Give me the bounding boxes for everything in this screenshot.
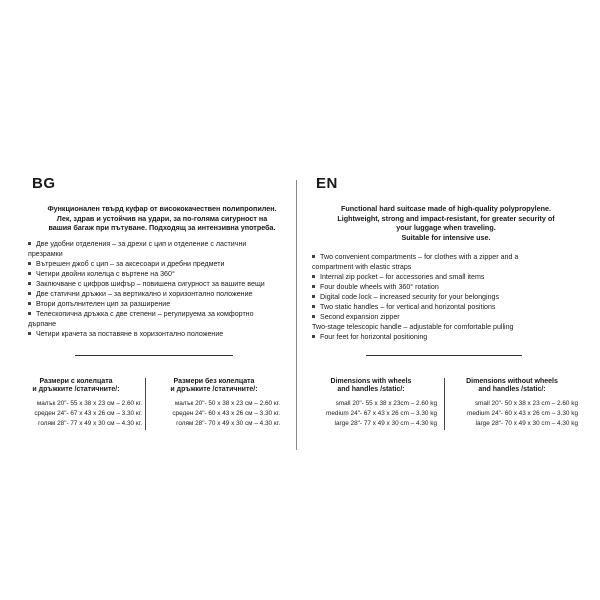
- en-dims-with-heading: Dimensions with wheels and handles /static/:: [330, 378, 412, 394]
- en-intro-line: Functional hard suitcase made of high-quality polypropylene.: [340, 204, 552, 213]
- en-feature-item: [312, 332, 580, 342]
- bg-intro-line: Функционален твърд куфар от висококачествен полипропилен.: [47, 204, 277, 213]
- en-feature-text: Second expansion zipper: [320, 313, 400, 322]
- bg-feature-item: [28, 279, 296, 289]
- bg-feature-item: [28, 299, 296, 309]
- bg-feature-text: Четири двойни колелца с въртене на 360°: [36, 269, 175, 278]
- bullet-icon: [28, 332, 31, 335]
- en-dims-without: [446, 378, 578, 429]
- bg-feature-text: Четири крачета за поставяне в хоризонтално положение: [36, 329, 224, 338]
- bg-dims-with: [10, 378, 142, 429]
- bg-dims-without-heading: Размери без колелцата и дръжките /статичните/:: [170, 378, 258, 394]
- bullet-icon: [312, 255, 315, 258]
- en-section: [312, 175, 580, 342]
- bullet-icon: [312, 305, 315, 308]
- bullet-icon: [312, 275, 315, 278]
- en-feature-text: Two-stage telescopic handle – adjustable for comfortable pulling: [312, 323, 514, 332]
- en-feature-item: [312, 262, 580, 272]
- en-feature-text: Two convenient compartments – for clothes with a zipper and a: [320, 253, 519, 262]
- bullet-icon: [28, 262, 31, 265]
- bg-feature-item: [28, 239, 296, 249]
- bg-feature-text: Втори допълнителен цип за разширение: [36, 299, 171, 308]
- en-feature-item: [312, 322, 580, 332]
- bullet-icon: [28, 312, 31, 315]
- en-feature-text: Four feet for horizontal positioning: [320, 333, 428, 342]
- bullet-icon: [28, 242, 31, 245]
- bullet-icon: [312, 285, 315, 288]
- en-dims-divider: [444, 378, 445, 430]
- en-intro: [316, 204, 576, 242]
- bg-feature-item: [28, 289, 296, 299]
- bg-dims-divider: [145, 378, 146, 430]
- en-dims-without-row: large 28"- 70 x 49 x 30 cm – 4.30 kg: [475, 419, 578, 427]
- en-intro-line: your luggage when traveling.: [396, 223, 496, 233]
- en-dims-with-row: medium 24"- 67 x 43 x 26 cm – 3.30 kg: [326, 409, 437, 417]
- bg-intro: [32, 204, 292, 233]
- en-feature-text: Four double wheels with 360° rotation: [320, 283, 439, 292]
- bg-feature-item: [28, 329, 296, 339]
- bg-feature-item: [28, 249, 296, 259]
- bullet-icon: [312, 335, 315, 338]
- center-divider: [296, 180, 297, 450]
- bg-intro-line: Лек, здрав и устойчив на удари, за по-голяма сигурност на: [56, 213, 268, 223]
- bg-feature-text: дърпане: [28, 319, 57, 328]
- bg-dims-with-row: среден 24"- 67 x 43 x 26 см – 3.30 кг.: [34, 409, 142, 417]
- en-feature-list: [312, 252, 580, 342]
- en-dims-without-row: small 20"- 50 x 38 x 23 cm – 2.60 kg: [474, 399, 578, 407]
- bullet-icon: [28, 292, 31, 295]
- bullet-icon: [312, 295, 315, 298]
- bg-dims-without: [148, 378, 280, 429]
- bg-feature-list: [28, 239, 296, 339]
- bullet-icon: [312, 315, 315, 318]
- bg-feature-text: Две удобни отделения – за дрехи с цип и отделение с ластични: [36, 239, 247, 248]
- bg-feature-text: Две статични дръжки – за вертикално и хоризонтално положение: [36, 289, 253, 298]
- bg-feature-item: [28, 319, 296, 329]
- bg-dims-with-row: малък 20"- 55 x 38 x 23 см – 2.60 кг.: [36, 399, 142, 407]
- bg-dims-with-heading: Размери с колелцата и дръжките /статичните/:: [32, 378, 120, 394]
- bg-feature-text: Телескопична дръжка с две степени – регулируема за комфортно: [36, 309, 254, 318]
- en-dims-with-row: small 20"- 55 x 38 x 23cm – 2.60 kg: [335, 399, 437, 407]
- bg-feature-item: [28, 309, 296, 319]
- bg-feature-item: [28, 259, 296, 269]
- en-dims-without-heading: Dimensions without wheels and handles /static/:: [466, 378, 558, 394]
- bg-divider-rule: [75, 355, 233, 356]
- bullet-icon: [28, 282, 31, 285]
- en-intro-line: Suitable for intensive use.: [401, 232, 491, 242]
- en-feature-item: [312, 282, 580, 292]
- en-feature-text: compartment with elastic straps: [312, 263, 412, 272]
- en-dims-with: [305, 378, 437, 429]
- bg-feature-item: [28, 269, 296, 279]
- bg-dims-without-row: среден 24"- 60 x 43 x 26 см – 3.30 кг.: [172, 409, 280, 417]
- bg-dims-without-row: малък 20"- 50 x 38 x 23 см – 2.60 кг.: [174, 399, 280, 407]
- bg-language-heading: BG: [32, 175, 56, 192]
- en-dims-without-row: medium 24"- 60 x 43 x 26 cm – 3.30 kg: [467, 409, 578, 417]
- en-feature-item: [312, 312, 580, 322]
- en-language-heading: EN: [316, 175, 338, 192]
- en-feature-text: Internal zip pocket – for accessories and small items: [320, 273, 485, 282]
- en-feature-item: [312, 252, 580, 262]
- en-dims-with-row: large 28"- 77 x 49 x 30 cm – 4.30 kg: [334, 419, 437, 427]
- en-feature-text: Two static handles – for vertical and horizontal positions: [320, 303, 496, 312]
- bg-section: [28, 175, 296, 339]
- en-intro-line: Lightweight, strong and impact-resistant, for greater security of: [337, 213, 555, 223]
- bg-dims-without-row: голям 28"- 70 x 49 x 30 см – 4.30 кг.: [176, 419, 280, 427]
- bg-dims-with-row: голям 28"- 77 x 49 x 30 см – 4.30 кг.: [38, 419, 142, 427]
- bullet-icon: [28, 272, 31, 275]
- en-feature-item: [312, 292, 580, 302]
- bullet-icon: [28, 302, 31, 305]
- en-feature-text: Digital code lock – increased security for your belongings: [320, 293, 500, 302]
- bg-feature-text: Вътрешен джоб с цип – за аксесоари и дребни предмети: [36, 259, 225, 268]
- bg-intro-line: вашия багаж при пътуване. Подходящ за интензивна употреба.: [48, 223, 276, 233]
- bg-feature-text: презрамки: [28, 249, 63, 258]
- en-divider-rule: [366, 355, 522, 356]
- bg-feature-text: Заключване с цифров шифър – повишена сигурност за вашите вещи: [36, 279, 265, 288]
- en-feature-item: [312, 302, 580, 312]
- en-feature-item: [312, 272, 580, 282]
